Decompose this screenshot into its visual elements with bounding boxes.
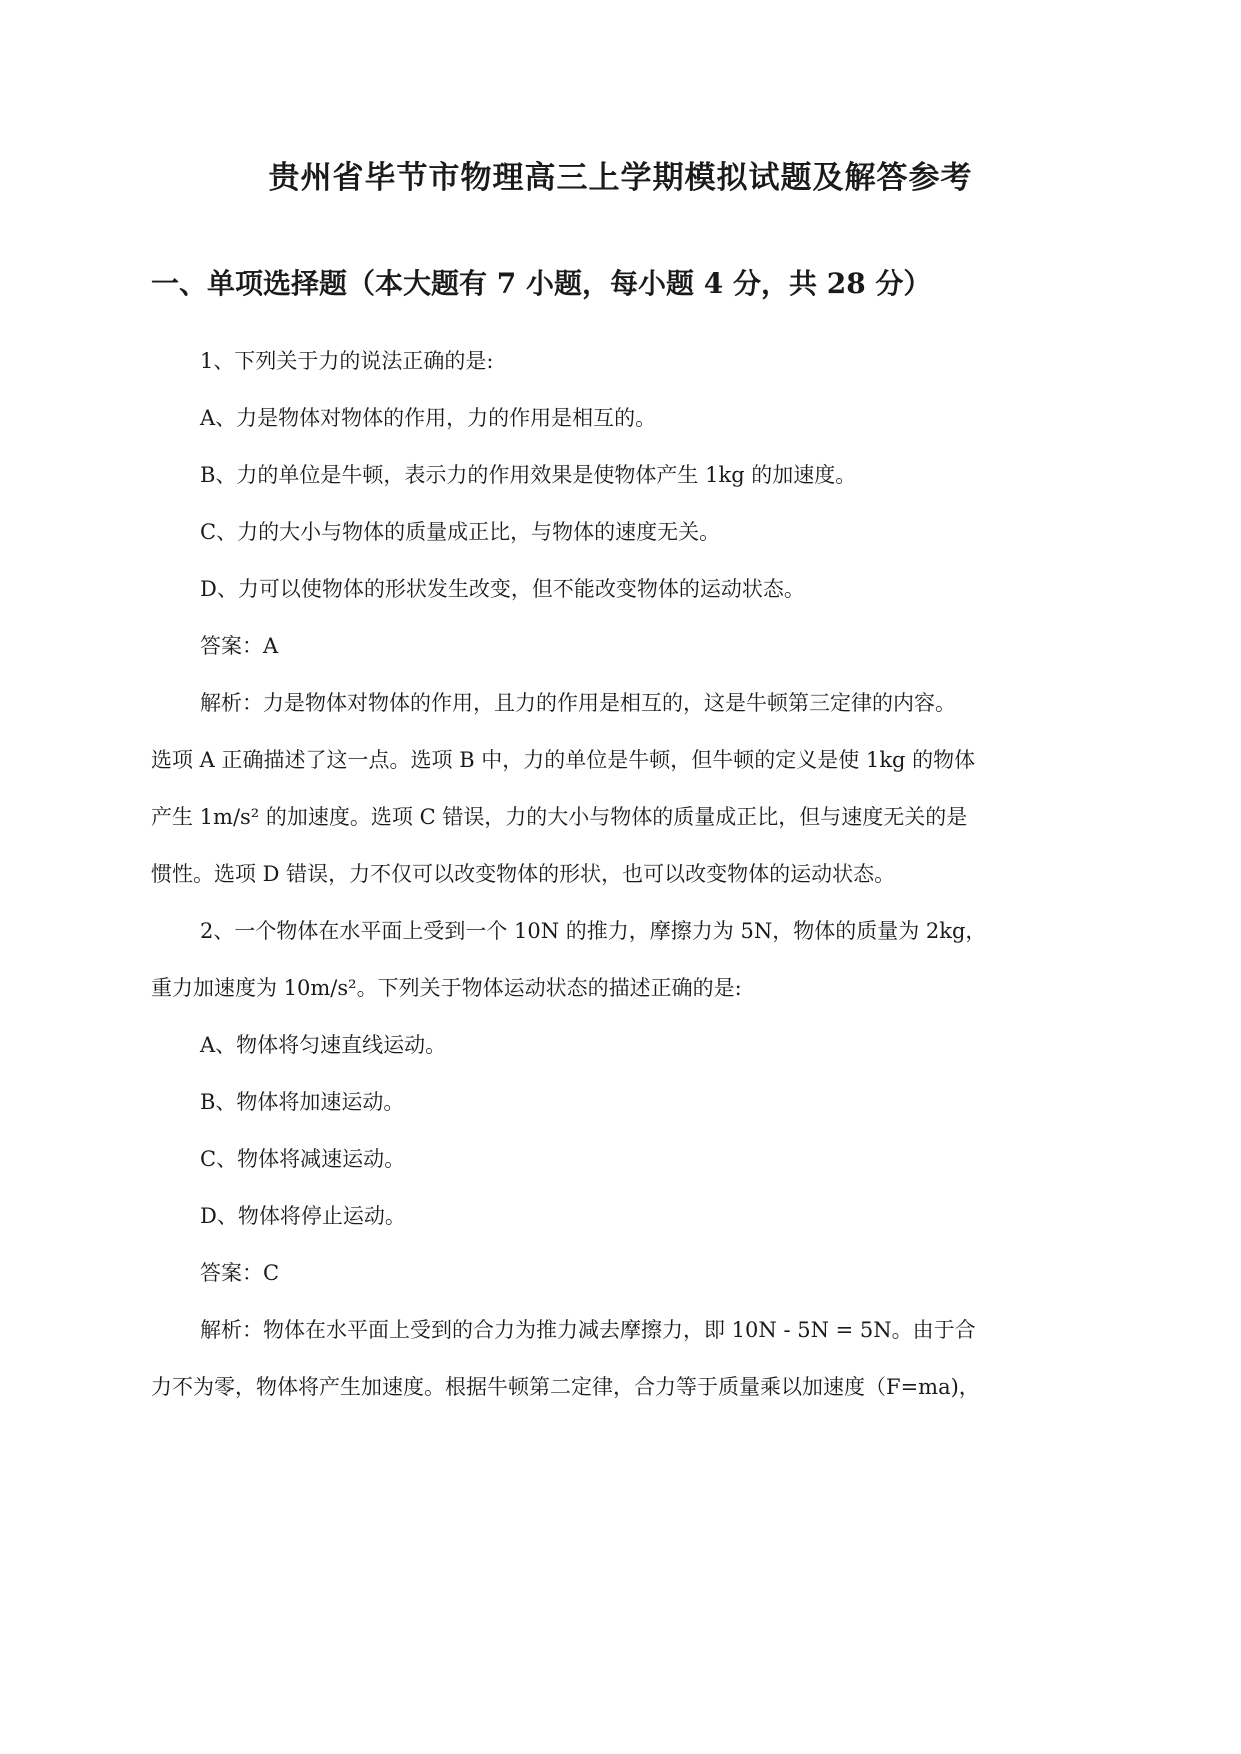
question-2-answer: 答案：C (200, 1261, 280, 1285)
question-1-option-a: A、力是物体对物体的作用，力的作用是相互的。 (200, 406, 657, 430)
question-1-analysis-line: 惯性。选项 D 错误，力不仅可以改变物体的形状，也可以改变物体的运动状态。 (151, 862, 896, 886)
question-2-option-d: D、物体将停止运动。 (200, 1204, 406, 1228)
document-title: 贵州省毕节市物理高三上学期模拟试题及解答参考 (268, 160, 973, 196)
question-1-option-b: B、力的单位是牛顿，表示力的作用效果是使物体产生 1kg 的加速度。 (200, 463, 857, 487)
question-2-option-c: C、物体将减速运动。 (200, 1147, 406, 1171)
question-2-option-b: B、物体将加速运动。 (200, 1090, 405, 1114)
question-2-analysis-line: 力不为零，物体将产生加速度。根据牛顿第二定律，合力等于质量乘以加速度（F=ma)， (151, 1375, 980, 1399)
question-2-stem-line: 2、一个物体在水平面上受到一个 10N 的推力，摩擦力为 5N，物体的质量为 2kg， (200, 919, 987, 943)
question-1-analysis-line: 解析：力是物体对物体的作用，且力的作用是相互的，这是牛顿第三定律的内容。 (200, 691, 956, 715)
question-1-stem: 1、下列关于力的说法正确的是: (200, 349, 494, 373)
question-2-option-a: A、物体将匀速直线运动。 (200, 1033, 447, 1057)
question-1-analysis-line: 选项 A 正确描述了这一点。选项 B 中，力的单位是牛顿，但牛顿的定义是使 1kg 的物体 (151, 748, 976, 772)
question-1-option-d: D、力可以使物体的形状发生改变，但不能改变物体的运动状态。 (200, 577, 805, 601)
section-heading: 一、单项选择题（本大题有 7 小题，每小题 4 分，共 28 分） (151, 267, 932, 300)
question-2-analysis-line: 解析：物体在水平面上受到的合力为推力减去摩擦力，即 10N - 5N = 5N。由于合 (200, 1318, 976, 1342)
question-1-answer: 答案：A (200, 634, 279, 658)
question-2-stem-line: 重力加速度为 10m/s²。下列关于物体运动状态的描述正确的是: (151, 976, 742, 1000)
question-1-option-c: C、力的大小与物体的质量成正比，与物体的速度无关。 (200, 520, 721, 544)
question-1-analysis-line: 产生 1m/s² 的加速度。选项 C 错误，力的大小与物体的质量成正比，但与速度无关的是 (151, 805, 968, 829)
